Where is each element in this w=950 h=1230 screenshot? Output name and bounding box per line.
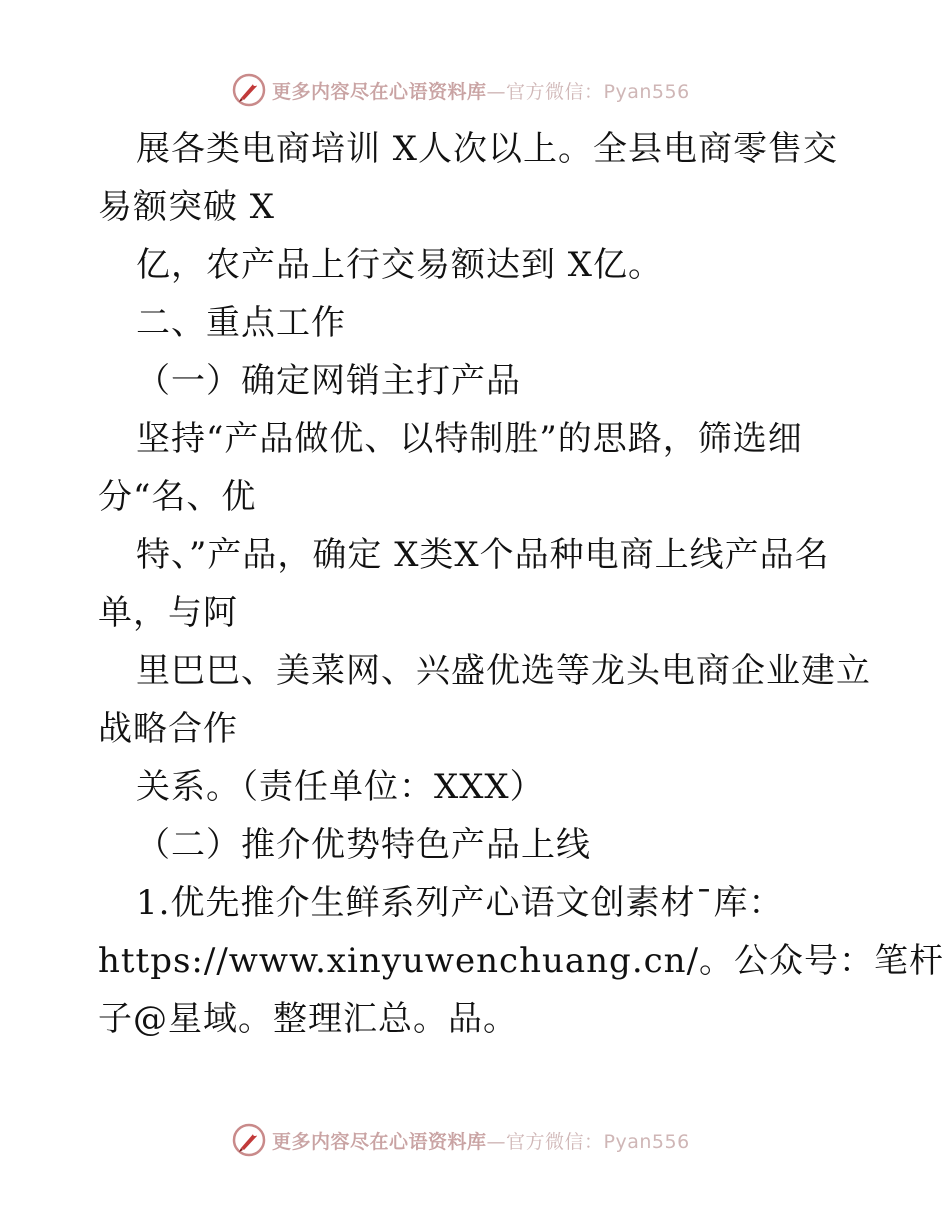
banner-wechat-text: —官方微信：Pyan556 xyxy=(486,80,690,103)
section-heading: 二、重点工作 xyxy=(136,303,346,343)
subsection-heading: （二）推介优势特色产品上线 xyxy=(136,825,591,865)
text-line: 单，与阿 xyxy=(98,593,238,633)
banner-main-text: 更多内容尽在心语资料库 xyxy=(272,1130,487,1153)
text-line: 关系。（责任单位：XXX） xyxy=(136,767,545,807)
footer-watermark-banner xyxy=(232,1120,732,1160)
text-line: 子@星域。整理汇总。品。 xyxy=(98,999,518,1039)
pen-logo-icon xyxy=(232,1123,266,1157)
text-line: 分“名、优 xyxy=(98,477,257,517)
banner-main-text: 更多内容尽在心语资料库 xyxy=(272,80,487,103)
text-line: https://www.xinyuwenchuang.cn/。公众号：笔杆 xyxy=(98,941,945,981)
text-line: 展各类电商培训 X人次以上。全县电商零售交 xyxy=(136,129,839,169)
text-line: 坚持“产品做优、以特制胜”的思路，筛选细 xyxy=(136,419,803,459)
document-body xyxy=(98,120,945,1048)
text-line: 易额突破 X xyxy=(98,187,276,227)
header-watermark-banner xyxy=(232,70,732,110)
text-line: 里巴巴、美菜网、兴盛优选等龙头电商企业建立 xyxy=(136,651,871,691)
text-line: 特、”产品，确定 X类X个品种电商上线产品名 xyxy=(136,535,830,575)
text-line: 战略合作 xyxy=(98,709,238,749)
text-line: 1.优先推介生鲜系列产心语文创素材¯库： xyxy=(136,883,784,923)
pen-logo-icon xyxy=(232,73,266,107)
text-line: 亿，农产品上行交易额达到 X亿。 xyxy=(136,245,664,285)
subsection-heading: （一）确定网销主打产品 xyxy=(136,361,521,401)
banner-wechat-text: —官方微信：Pyan556 xyxy=(486,1130,690,1153)
